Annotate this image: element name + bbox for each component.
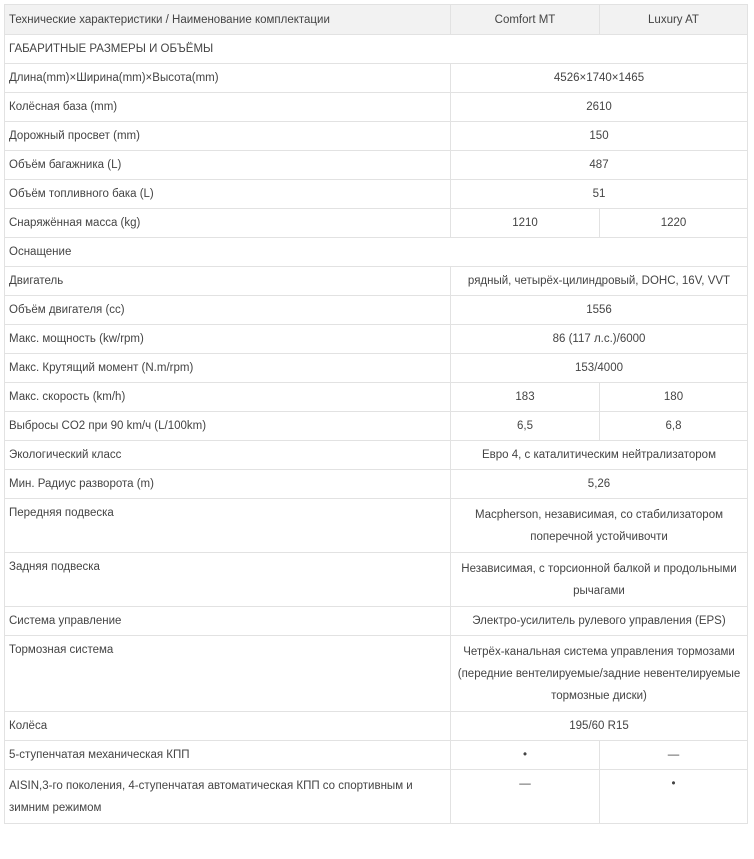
table-row: [5, 383, 748, 412]
row-value-luxury: 180: [600, 383, 748, 412]
table-row: [5, 151, 748, 180]
table-row: [5, 296, 748, 325]
row-label: Дорожный просвет (mm): [5, 122, 451, 151]
specs-table: [4, 4, 748, 824]
table-row: [5, 636, 748, 712]
row-value: Независимая, с торсионной балкой и продольными рычагами: [451, 553, 748, 607]
row-value: 51: [451, 180, 748, 209]
table-row: [5, 122, 748, 151]
row-label: Задняя подвеска: [5, 553, 451, 607]
row-value: 150: [451, 122, 748, 151]
row-label: Экологический класс: [5, 441, 451, 470]
row-value-comfort: 183: [451, 383, 600, 412]
section-equipment: Оснащение: [5, 238, 748, 267]
row-label: Колёса: [5, 712, 451, 741]
row-value: 2610: [451, 93, 748, 122]
header-comfort-mt: Comfort MT: [451, 5, 600, 35]
row-value: 153/4000: [451, 354, 748, 383]
row-value-luxury: —: [600, 741, 748, 770]
header-luxury-at: Luxury AT: [600, 5, 748, 35]
row-label: Тормозная система: [5, 636, 451, 712]
table-row: [5, 209, 748, 238]
row-value: 4526×1740×1465: [451, 64, 748, 93]
row-label: Двигатель: [5, 267, 451, 296]
table-row: [5, 712, 748, 741]
row-value: 5,26: [451, 470, 748, 499]
table-row: [5, 553, 748, 607]
table-row: [5, 607, 748, 636]
row-label: Длина(mm)×Ширина(mm)×Высота(mm): [5, 64, 451, 93]
row-label: Колёсная база (mm): [5, 93, 451, 122]
section-row: [5, 238, 748, 267]
row-label: Объём двигателя (cc): [5, 296, 451, 325]
table-row: [5, 499, 748, 553]
table-row: [5, 325, 748, 354]
row-label: Макс. Крутящий момент (N.m/rpm): [5, 354, 451, 383]
row-value: рядный, четырёх-цилиндровый, DOHC, 16V, VVT: [451, 267, 748, 296]
row-label: Система управление: [5, 607, 451, 636]
row-value-luxury: 6,8: [600, 412, 748, 441]
row-value-luxury: 1220: [600, 209, 748, 238]
row-value: Macpherson, независимая, со стабилизатором поперечной устойчивочти: [451, 499, 748, 553]
row-label: Объём багажника (L): [5, 151, 451, 180]
table-row: [5, 741, 748, 770]
table-row: [5, 354, 748, 383]
table-row: [5, 441, 748, 470]
table-row: [5, 770, 748, 824]
table-row: [5, 412, 748, 441]
row-label: Выбросы CO2 при 90 km/ч (L/100km): [5, 412, 451, 441]
table-header-row: [5, 5, 748, 35]
row-value: Четрёх-канальная система управления тормозами (передние вентелируемые/задние невентелируемые тормозные диски): [451, 636, 748, 712]
row-value-comfort: 1210: [451, 209, 600, 238]
row-label: Мин. Радиус разворота (m): [5, 470, 451, 499]
header-spec-name: Технические характеристики / Наименование комплектации: [5, 5, 451, 35]
row-label: AISIN,3-го поколения, 4-ступенчатая автоматическая КПП со спортивным и зимним режимом: [5, 770, 451, 824]
section-dimensions: ГАБАРИТНЫЕ РАЗМЕРЫ И ОБЪЁМЫ: [5, 35, 748, 64]
table-row: [5, 470, 748, 499]
row-value: 195/60 R15: [451, 712, 748, 741]
row-label: Объём топливного бака (L): [5, 180, 451, 209]
row-value: Евро 4, с каталитическим нейтрализатором: [451, 441, 748, 470]
row-label: Макс. скорость (km/h): [5, 383, 451, 412]
table-row: [5, 267, 748, 296]
row-value-comfort: —: [451, 770, 600, 824]
row-value: 1556: [451, 296, 748, 325]
row-value-comfort: •: [451, 741, 600, 770]
row-value-luxury: •: [600, 770, 748, 824]
row-value: 86 (117 л.с.)/6000: [451, 325, 748, 354]
row-value: Электро-усилитель рулевого управления (EPS): [451, 607, 748, 636]
row-value: 487: [451, 151, 748, 180]
row-label: Снаряжённая масса (kg): [5, 209, 451, 238]
row-label: 5-ступенчатая механическая КПП: [5, 741, 451, 770]
row-value-comfort: 6,5: [451, 412, 600, 441]
table-row: [5, 64, 748, 93]
row-label: Передняя подвеска: [5, 499, 451, 553]
table-row: [5, 93, 748, 122]
section-row: [5, 35, 748, 64]
row-label: Макс. мощность (kw/rpm): [5, 325, 451, 354]
table-row: [5, 180, 748, 209]
